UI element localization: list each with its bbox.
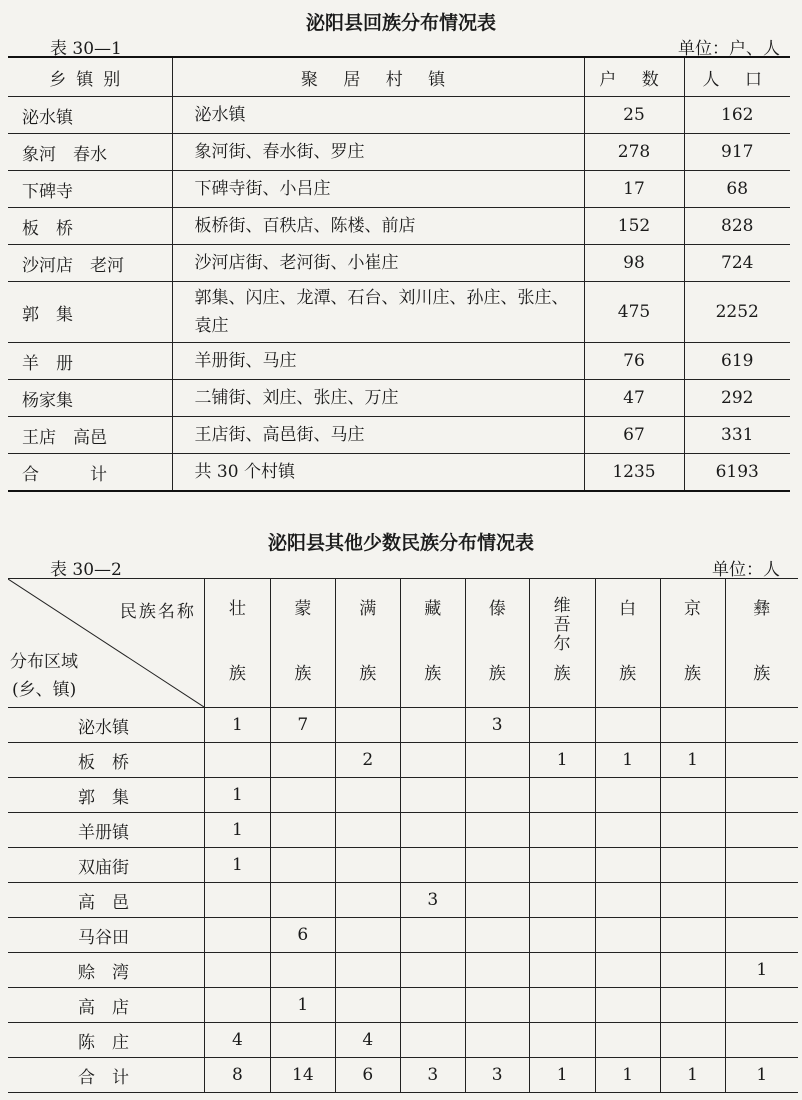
ethnic-column-header [595, 579, 660, 708]
count-cell [529, 1023, 595, 1058]
ethnic-name: 彝 [753, 599, 771, 619]
diagonal-header-cell [8, 579, 204, 708]
region-cell: 郭 集 [8, 778, 204, 813]
population-cell: 724 [684, 245, 790, 282]
ethnic-name: 京 [684, 599, 702, 619]
region-cell: 赊 湾 [8, 953, 204, 988]
count-cell [595, 813, 660, 848]
population-cell: 162 [684, 97, 790, 134]
count-cell [660, 953, 725, 988]
ethnic-column-header [400, 579, 465, 708]
households-cell: 98 [584, 245, 684, 282]
count-cell [400, 743, 465, 778]
count-cell [400, 918, 465, 953]
ethnic-column-header [529, 579, 595, 708]
count-cell: 1 [270, 988, 335, 1023]
region-cell: 马谷田 [8, 918, 204, 953]
count-cell [400, 813, 465, 848]
table1-header-row [8, 57, 790, 97]
count-cell [595, 778, 660, 813]
count-cell [529, 813, 595, 848]
count-cell [270, 953, 335, 988]
table-row [8, 1023, 798, 1058]
table-row [8, 988, 798, 1023]
count-cell [725, 743, 798, 778]
count-cell: 7 [270, 708, 335, 743]
town-cell: 泌水镇 [8, 97, 172, 134]
count-cell: 1 [529, 1058, 595, 1093]
ethnic-column-header [270, 579, 335, 708]
table-row [8, 953, 798, 988]
table-row [8, 813, 798, 848]
households-cell: 25 [584, 97, 684, 134]
count-cell: 1 [204, 848, 270, 883]
ethnic-name: 白 [619, 599, 637, 619]
table-row [8, 97, 790, 134]
count-cell [725, 1023, 798, 1058]
header-region-note: (乡、镇) [12, 680, 77, 700]
count-cell [595, 883, 660, 918]
households-cell: 17 [584, 171, 684, 208]
count-cell [660, 813, 725, 848]
ethnic-suffix: 族 [753, 664, 771, 684]
count-cell: 1 [595, 743, 660, 778]
count-cell [465, 743, 529, 778]
count-cell [595, 848, 660, 883]
table-row [8, 343, 790, 380]
table-row [8, 282, 790, 343]
count-cell [725, 778, 798, 813]
header-households: 户 数 [584, 57, 684, 97]
town-cell: 沙河店 老河 [8, 245, 172, 282]
count-cell [465, 1023, 529, 1058]
other-minorities-table [8, 578, 798, 1093]
count-cell [204, 988, 270, 1023]
villages-cell: 象河街、春水街、罗庄 [172, 134, 584, 171]
count-cell: 4 [335, 1023, 400, 1058]
count-cell [335, 778, 400, 813]
villages-cell: 羊册街、马庄 [172, 343, 584, 380]
count-cell: 1 [204, 813, 270, 848]
count-cell [725, 813, 798, 848]
count-cell [660, 778, 725, 813]
population-cell: 828 [684, 208, 790, 245]
count-cell: 3 [465, 1058, 529, 1093]
table1-label: 表 30—1 [50, 39, 122, 59]
count-cell [335, 848, 400, 883]
count-cell: 1 [529, 743, 595, 778]
count-cell: 8 [204, 1058, 270, 1093]
count-cell [400, 953, 465, 988]
population-cell: 68 [684, 171, 790, 208]
count-cell [660, 1023, 725, 1058]
count-cell: 1 [660, 1058, 725, 1093]
count-cell [529, 708, 595, 743]
count-cell [270, 743, 335, 778]
count-cell [335, 813, 400, 848]
town-cell: 郭 集 [8, 282, 172, 343]
header-villages: 聚 居 村 镇 [172, 57, 584, 97]
population-cell: 292 [684, 380, 790, 417]
count-cell [335, 918, 400, 953]
ethnic-suffix: 族 [424, 664, 442, 684]
count-cell [529, 953, 595, 988]
table2-title: 泌阳县其他少数民族分布情况表 [267, 532, 534, 554]
count-cell: 1 [660, 743, 725, 778]
table1-unit: 单位：户、人 [678, 39, 780, 59]
table-row [8, 171, 790, 208]
count-cell [400, 848, 465, 883]
count-cell [725, 883, 798, 918]
region-cell: 泌水镇 [8, 708, 204, 743]
count-cell: 6 [270, 918, 335, 953]
count-cell [400, 1023, 465, 1058]
ethnic-column-header [204, 579, 270, 708]
ethnic-column-header [660, 579, 725, 708]
table2-header-row [8, 579, 798, 708]
ethnic-name: 维吾尔 [553, 596, 571, 654]
ethnic-suffix: 族 [553, 664, 571, 684]
villages-cell: 泌水镇 [172, 97, 584, 134]
region-cell: 高 店 [8, 988, 204, 1023]
table-row [8, 208, 790, 245]
table-row [8, 134, 790, 171]
count-cell [465, 778, 529, 813]
count-cell [725, 988, 798, 1023]
population-cell: 619 [684, 343, 790, 380]
count-cell [660, 708, 725, 743]
population-cell: 331 [684, 417, 790, 454]
count-cell [465, 953, 529, 988]
count-cell: 4 [204, 1023, 270, 1058]
count-cell [725, 848, 798, 883]
count-cell: 6 [335, 1058, 400, 1093]
count-cell [335, 988, 400, 1023]
table1-title: 泌阳县回族分布情况表 [305, 12, 496, 34]
ethnic-column-header [465, 579, 529, 708]
count-cell [335, 953, 400, 988]
ethnic-suffix: 族 [619, 664, 637, 684]
villages-cell: 王店街、高邑街、马庄 [172, 417, 584, 454]
villages-cell: 下碑寺街、小吕庄 [172, 171, 584, 208]
ethnic-suffix: 族 [228, 664, 246, 684]
villages-cell: 沙河店街、老河街、小崔庄 [172, 245, 584, 282]
count-cell: 3 [400, 1058, 465, 1093]
count-cell [595, 708, 660, 743]
count-cell: 1 [595, 1058, 660, 1093]
villages-cell: 郭集、闪庄、龙潭、石台、刘川庄、孙庄、张庄、袁庄 [172, 282, 584, 343]
count-cell [465, 988, 529, 1023]
table-row [8, 708, 798, 743]
town-cell: 板 桥 [8, 208, 172, 245]
count-cell [204, 953, 270, 988]
count-cell [465, 813, 529, 848]
count-cell [270, 883, 335, 918]
table-row [8, 848, 798, 883]
table-row [8, 417, 790, 454]
table-row [8, 1058, 798, 1093]
count-cell: 2 [335, 743, 400, 778]
ethnic-name: 藏 [424, 599, 442, 619]
count-cell [529, 883, 595, 918]
count-cell [595, 918, 660, 953]
count-cell [725, 918, 798, 953]
ethnic-column-header [725, 579, 798, 708]
ethnic-name: 满 [359, 599, 377, 619]
count-cell [400, 988, 465, 1023]
hui-distribution-table [8, 56, 790, 492]
count-cell [270, 813, 335, 848]
ethnic-suffix: 族 [684, 664, 702, 684]
table-row [8, 380, 790, 417]
town-cell: 羊 册 [8, 343, 172, 380]
households-cell: 47 [584, 380, 684, 417]
ethnic-suffix: 族 [294, 664, 312, 684]
count-cell [529, 778, 595, 813]
count-cell: 1 [204, 778, 270, 813]
count-cell [204, 918, 270, 953]
table-row [8, 883, 798, 918]
count-cell [660, 988, 725, 1023]
count-cell [660, 883, 725, 918]
ethnic-column-header [335, 579, 400, 708]
ethnic-suffix: 族 [359, 664, 377, 684]
count-cell: 1 [725, 1058, 798, 1093]
town-cell: 王店 高邑 [8, 417, 172, 454]
count-cell [595, 988, 660, 1023]
population-cell: 2252 [684, 282, 790, 343]
population-cell: 917 [684, 134, 790, 171]
count-cell [660, 918, 725, 953]
header-region: 分布区域 [10, 652, 78, 672]
town-cell: 下碑寺 [8, 171, 172, 208]
region-cell: 合 计 [8, 1058, 204, 1093]
households-cell: 1235 [584, 454, 684, 492]
count-cell [465, 918, 529, 953]
households-cell: 67 [584, 417, 684, 454]
table2-unit: 单位：人 [712, 560, 780, 580]
town-cell: 杨家集 [8, 380, 172, 417]
count-cell [270, 778, 335, 813]
table-row [8, 778, 798, 813]
ethnic-name: 壮 [228, 599, 246, 619]
count-cell [595, 953, 660, 988]
count-cell [204, 883, 270, 918]
ethnic-name: 蒙 [294, 599, 312, 619]
header-town: 乡镇别 [8, 57, 172, 97]
region-cell: 板 桥 [8, 743, 204, 778]
count-cell [465, 883, 529, 918]
villages-cell: 共 30 个村镇 [172, 454, 584, 492]
households-cell: 278 [584, 134, 684, 171]
ethnic-name: 傣 [488, 599, 506, 619]
count-cell: 14 [270, 1058, 335, 1093]
count-cell: 3 [465, 708, 529, 743]
count-cell: 1 [204, 708, 270, 743]
count-cell [270, 848, 335, 883]
region-cell: 高 邑 [8, 883, 204, 918]
header-population: 人 口 [684, 57, 790, 97]
count-cell [595, 1023, 660, 1058]
households-cell: 475 [584, 282, 684, 343]
region-cell: 陈 庄 [8, 1023, 204, 1058]
count-cell [335, 708, 400, 743]
population-cell: 6193 [684, 454, 790, 492]
town-cell: 象河 春水 [8, 134, 172, 171]
ethnic-suffix: 族 [488, 664, 506, 684]
count-cell: 1 [725, 953, 798, 988]
region-cell: 羊册镇 [8, 813, 204, 848]
table-row [8, 245, 790, 282]
count-cell [400, 778, 465, 813]
count-cell [529, 848, 595, 883]
table2-label: 表 30—2 [50, 560, 122, 580]
header-ethnic-name: 民族名称 [119, 602, 196, 622]
table-row [8, 918, 798, 953]
table-row [8, 743, 798, 778]
count-cell [335, 883, 400, 918]
count-cell [529, 918, 595, 953]
count-cell [465, 848, 529, 883]
region-cell: 双庙街 [8, 848, 204, 883]
villages-cell: 板桥街、百秩店、陈楼、前店 [172, 208, 584, 245]
count-cell [660, 848, 725, 883]
households-cell: 76 [584, 343, 684, 380]
households-cell: 152 [584, 208, 684, 245]
town-cell: 合 计 [8, 454, 172, 492]
count-cell [725, 708, 798, 743]
table-row [8, 454, 790, 492]
count-cell: 3 [400, 883, 465, 918]
count-cell [400, 708, 465, 743]
count-cell [529, 988, 595, 1023]
villages-cell: 二铺街、刘庄、张庄、万庄 [172, 380, 584, 417]
count-cell [270, 1023, 335, 1058]
count-cell [204, 743, 270, 778]
